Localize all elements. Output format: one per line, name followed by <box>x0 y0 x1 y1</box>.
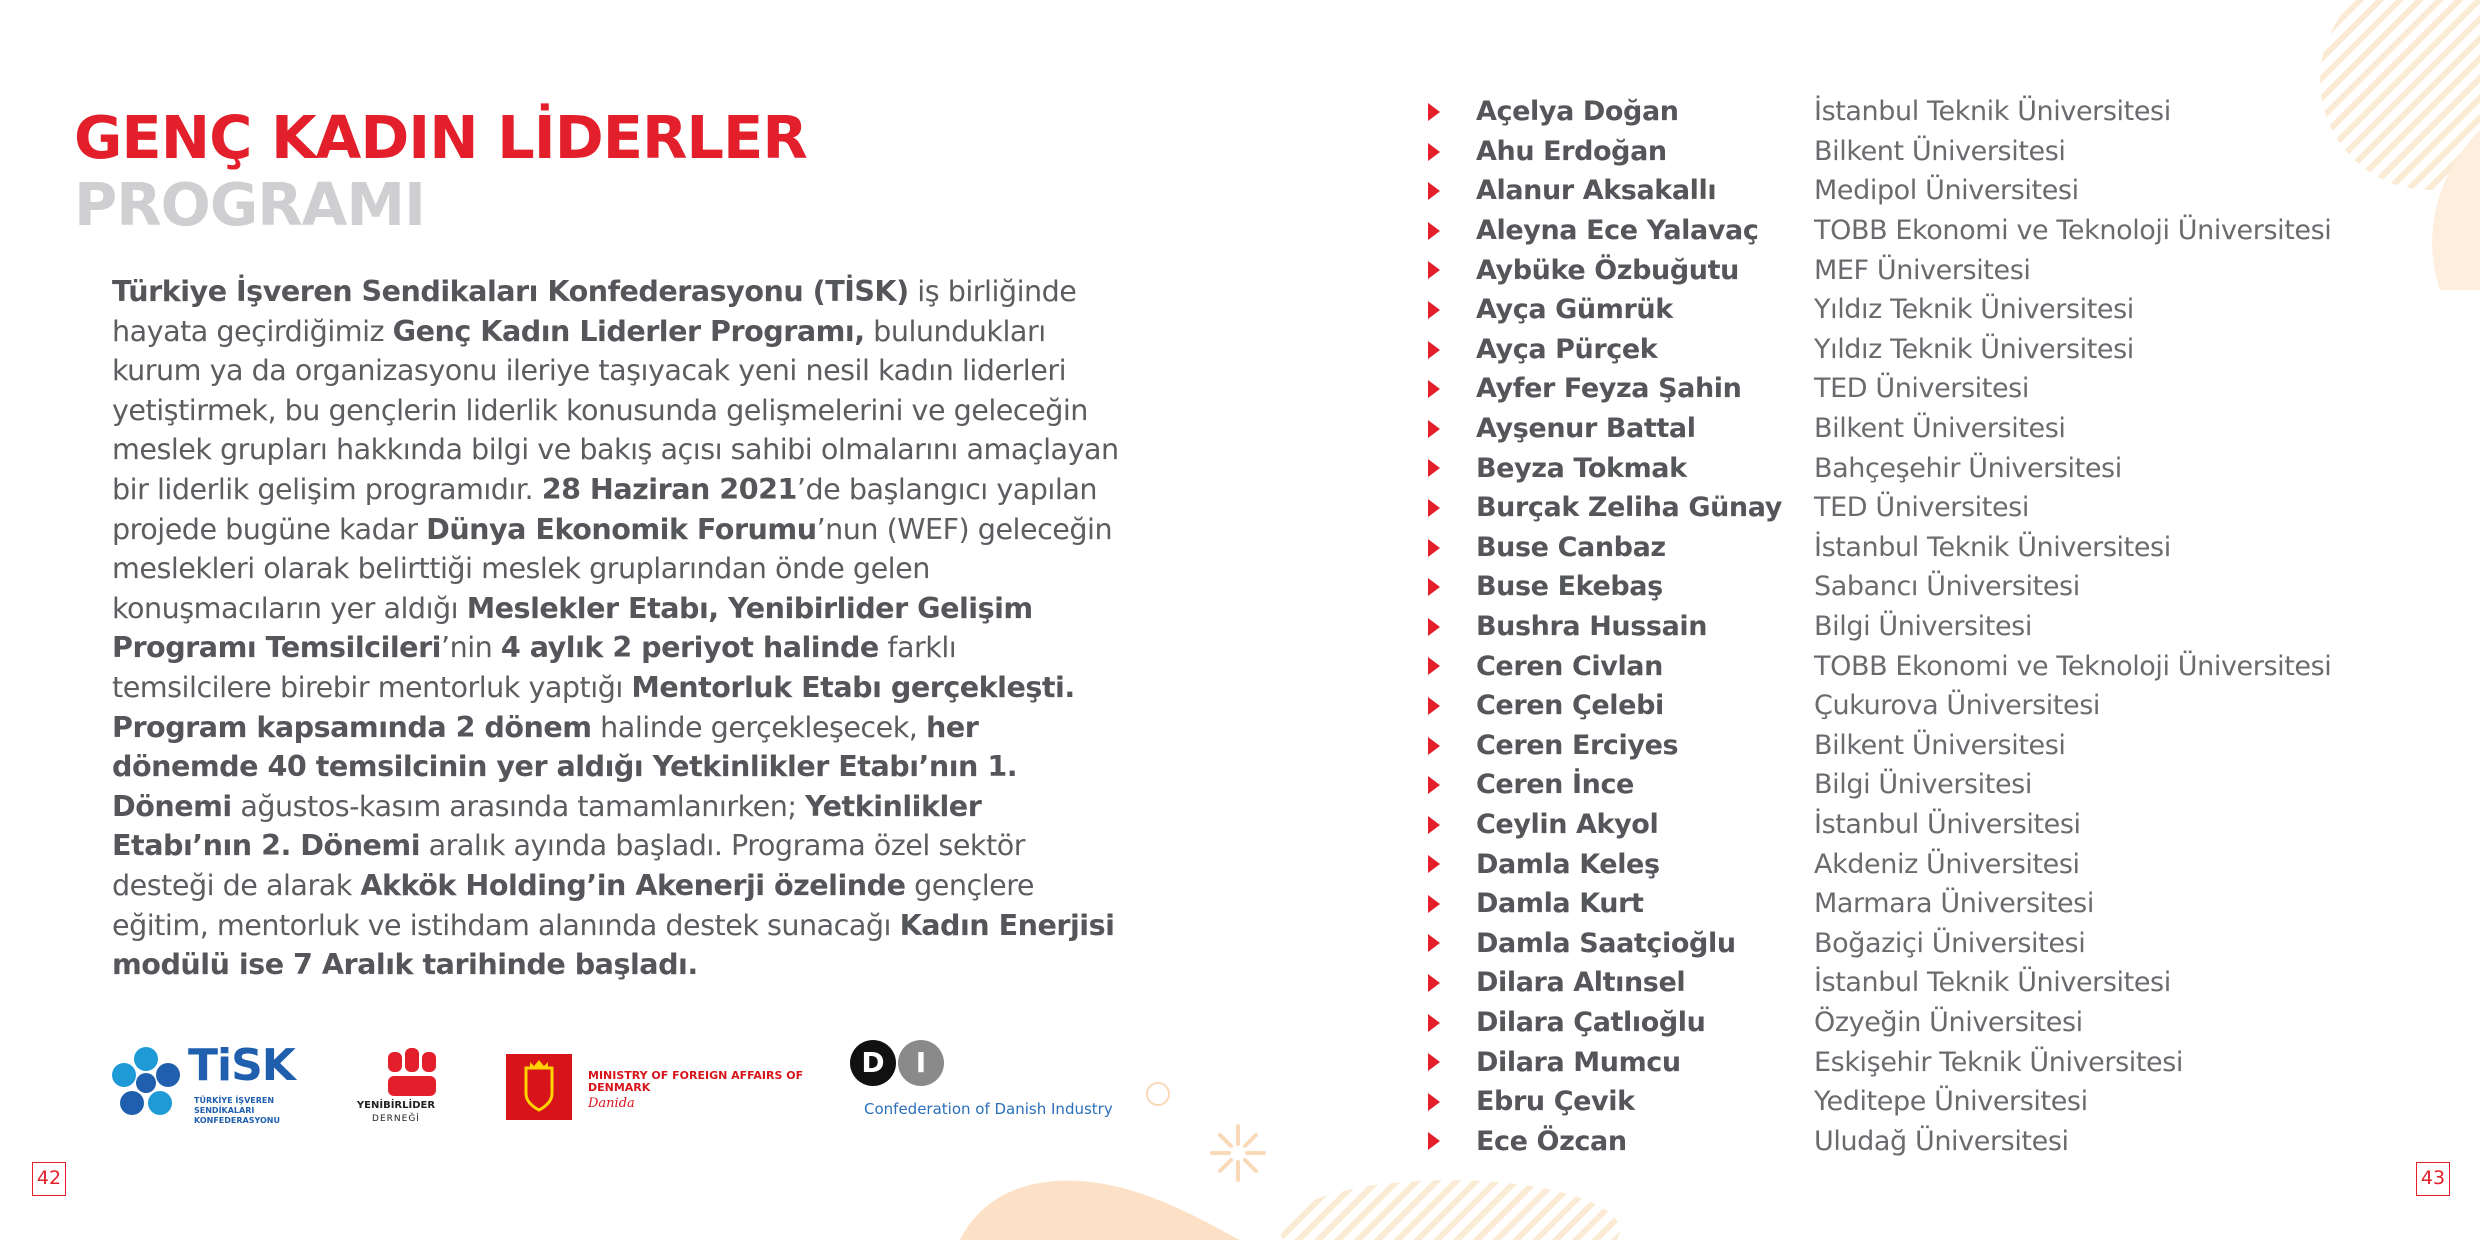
list-item <box>1426 884 2326 924</box>
participant-name: Buse Canbaz <box>1476 531 1666 563</box>
participant-university: Medipol Üniversitesi <box>1814 175 2079 207</box>
intro-bold-text: Türkiye İşveren Sendikaları Konfederasyonu (TİSK) <box>112 274 909 308</box>
caret-right-icon <box>1428 420 1440 438</box>
caret-right-icon <box>1428 1132 1440 1150</box>
participants-list <box>1426 92 2332 1161</box>
page-number-left: 42 <box>32 1162 66 1196</box>
participant-name: Ceren Erciyes <box>1476 729 1679 761</box>
intro-text: ’nin <box>440 630 501 665</box>
participant-university: Marmara Üniversitesi <box>1814 888 2094 920</box>
intro-text: aralık ayında başladı. Programa özel sektör desteği de alarak <box>112 828 1025 902</box>
caret-right-icon <box>1428 539 1440 557</box>
participant-name: Dilara Mumcu <box>1476 1046 1681 1078</box>
caret-right-icon <box>1428 499 1440 517</box>
participant-name: Ceren İnce <box>1476 769 1634 801</box>
participant-name: Bushra Hussain <box>1476 611 1708 643</box>
list-item <box>1426 330 2326 370</box>
list-item <box>1426 528 2326 568</box>
list-item <box>1426 923 2326 963</box>
list-item <box>1426 250 2326 290</box>
participant-university: TOBB Ekonomi ve Teknoloji Üniversitesi <box>1814 215 2332 247</box>
caret-right-icon <box>1428 578 1440 596</box>
participant-name: Ayfer Feyza Şahin <box>1476 373 1742 405</box>
participant-university: Özyeğin Üniversitesi <box>1814 1006 2083 1038</box>
intro-bold-text: Kadın Enerjisi modülü ise 7 Aralık tarihinde başladı. <box>112 907 1115 982</box>
intro-bold-text: Meslekler Etabı, Yenibirlider Gelişim Programı Temsilcileri <box>112 590 1033 665</box>
participant-name: Açelya Doğan <box>1476 96 1679 128</box>
caret-right-icon <box>1428 1053 1440 1071</box>
yenibirlider-name: YENİBİRLİDER <box>356 1100 436 1111</box>
danida-text: Danida <box>588 1096 635 1111</box>
list-item <box>1426 132 2326 172</box>
participant-name: Ayça Pürçek <box>1476 333 1658 365</box>
caret-right-icon <box>1428 934 1440 952</box>
participant-university: İstanbul Teknik Üniversitesi <box>1814 531 2171 563</box>
intro-bold-text: Mentorluk Etabı gerçekleşti. Program kapsamında 2 dönem <box>112 669 1075 744</box>
list-item <box>1426 92 2326 132</box>
intro-text: ’de başlangıcı yapılan projede bugüne kadar <box>112 471 1097 546</box>
di-logo-i: I <box>898 1040 944 1086</box>
intro-text: farklı temsilcilere birebir mentorluk yaptığı <box>112 630 957 704</box>
participant-name: Alanur Aksakallı <box>1476 175 1717 207</box>
intro-bold-text: 4 aylık 2 periyot halinde <box>500 630 879 665</box>
list-item <box>1426 686 2326 726</box>
caret-right-icon <box>1428 459 1440 477</box>
intro-text: ağustos-kasım arasında tamamlanırken; <box>231 788 806 823</box>
list-item <box>1426 607 2326 647</box>
caret-right-icon <box>1428 776 1440 794</box>
list-item <box>1426 211 2332 251</box>
intro-text: ’nun (WEF) geleceğin meslekleri olarak belirttiği meslek gruplarından önde gelen konuşmacıların yer aldığı <box>112 511 1113 625</box>
intro-text: bulundukları kurum ya da organizasyonu ileriye taşıyacak yeni nesil kadın liderleri yetiştirmek, bu gençlerin liderlik konusunda gelişmelerini ve geleceğin meslek grupları hakkında bilgi ve bakış açısı sahibi olmalarını amaçlayan bir liderlik gelişim programıdır. <box>112 313 1119 506</box>
participant-name: Damla Kurt <box>1476 888 1644 920</box>
participant-name: Buse Ekebaş <box>1476 571 1663 603</box>
intro-text: iş birliğinde hayata geçirdiğimiz <box>112 274 1077 348</box>
participant-university: İstanbul Teknik Üniversitesi <box>1814 96 2171 128</box>
participant-university: TED Üniversitesi <box>1814 492 2029 524</box>
participant-university: Bahçeşehir Üniversitesi <box>1814 452 2122 484</box>
caret-right-icon <box>1428 974 1440 992</box>
page-number-right: 43 <box>2416 1162 2450 1196</box>
page-title <box>74 104 807 238</box>
intro-bold-text: Yetkinlikler Etabı’nın 2. Dönemi <box>112 788 982 863</box>
list-item <box>1426 1082 2326 1122</box>
list-item <box>1426 844 2326 884</box>
participant-name: Aybüke Özbuğutu <box>1476 254 1739 286</box>
participant-university: Çukurova Üniversitesi <box>1814 690 2101 722</box>
caret-right-icon <box>1428 618 1440 636</box>
participant-university: Boğaziçi Üniversitesi <box>1814 927 2086 959</box>
participant-university: Bilkent Üniversitesi <box>1814 135 2066 167</box>
tisk-logo-subtitle: TÜRKİYE İŞVEREN SENDİKALARI KONFEDERASYONU <box>194 1096 280 1125</box>
caret-right-icon <box>1428 737 1440 755</box>
tisk-logo-icon <box>108 1045 184 1121</box>
participant-university: TED Üniversitesi <box>1814 373 2029 405</box>
participant-name: Ahu Erdoğan <box>1476 135 1667 167</box>
participant-university: Bilkent Üniversitesi <box>1814 729 2066 761</box>
list-item <box>1426 1003 2326 1043</box>
participant-university: Yıldız Teknik Üniversitesi <box>1814 333 2134 365</box>
caret-right-icon <box>1428 816 1440 834</box>
list-item <box>1426 1042 2326 1082</box>
participant-university: İstanbul Teknik Üniversitesi <box>1814 967 2171 999</box>
title-line-2: PROGRAMI <box>74 170 426 239</box>
participant-name: Ayşenur Battal <box>1476 413 1696 445</box>
list-item <box>1426 290 2326 330</box>
tisk-logo-word: TiSK <box>188 1040 295 1091</box>
intro-bold-text: her dönemde 40 temsilcinin yer aldığı Yetkinlikler Etabı’nın 1. Dönemi <box>112 709 1018 823</box>
intro-paragraph <box>112 272 1122 985</box>
intro-bold-text: Dünya Ekonomik Forumu <box>426 511 817 546</box>
caret-right-icon <box>1428 1014 1440 1032</box>
participant-name: Ece Özcan <box>1476 1125 1627 1157</box>
participant-name: Ceylin Akyol <box>1476 808 1659 840</box>
caret-right-icon <box>1428 895 1440 913</box>
participant-university: Bilgi Üniversitesi <box>1814 611 2032 643</box>
caret-right-icon <box>1428 103 1440 121</box>
mfa-denmark-text: MINISTRY OF FOREIGN AFFAIRS OF DENMARK <box>588 1069 804 1094</box>
participant-name: Dilara Çatlıoğlu <box>1476 1006 1706 1038</box>
caret-right-icon <box>1428 143 1440 161</box>
list-item <box>1426 409 2326 449</box>
caret-right-icon <box>1428 261 1440 279</box>
participant-university: Uludağ Üniversitesi <box>1814 1125 2069 1157</box>
participant-name: Ceren Civlan <box>1476 650 1663 682</box>
participant-name: Damla Keleş <box>1476 848 1660 880</box>
caret-right-icon <box>1428 855 1440 873</box>
list-item <box>1426 765 2326 805</box>
caret-right-icon <box>1428 182 1440 200</box>
list-item <box>1426 567 2326 607</box>
list-item <box>1426 171 2326 211</box>
caret-right-icon <box>1428 380 1440 398</box>
participant-university: Akdeniz Üniversitesi <box>1814 848 2080 880</box>
participant-university: İstanbul Üniversitesi <box>1814 808 2081 840</box>
title-line-1: GENÇ KADIN LİDERLER <box>74 103 807 172</box>
list-item <box>1426 805 2326 845</box>
caret-right-icon <box>1428 301 1440 319</box>
intro-text: gençlere eğitim, mentorluk ve istihdam alanında destek sunacağı <box>112 867 1034 942</box>
participant-name: Burçak Zeliha Günay <box>1476 492 1782 524</box>
yenibirlider-subtitle: DERNEĞİ <box>372 1114 420 1124</box>
denmark-crest-icon <box>506 1054 572 1120</box>
participant-university: MEF Üniversitesi <box>1814 254 2031 286</box>
participant-university: Yıldız Teknik Üniversitesi <box>1814 294 2134 326</box>
participant-name: Dilara Altınsel <box>1476 967 1686 999</box>
participant-university: TOBB Ekonomi ve Teknoloji Üniversitesi <box>1814 650 2332 682</box>
list-item <box>1426 369 2326 409</box>
intro-text: halinde gerçekleşecek, <box>591 709 926 744</box>
participant-university: Sabancı Üniversitesi <box>1814 571 2080 603</box>
list-item <box>1426 448 2326 488</box>
caret-right-icon <box>1428 341 1440 359</box>
participant-name: Ceren Çelebi <box>1476 690 1664 722</box>
participant-university: Yeditepe Üniversitesi <box>1814 1086 2088 1118</box>
participant-university: Eskişehir Teknik Üniversitesi <box>1814 1046 2184 1078</box>
caret-right-icon <box>1428 222 1440 240</box>
participant-name: Damla Saatçioğlu <box>1476 927 1736 959</box>
list-item <box>1426 1121 2326 1161</box>
list-item <box>1426 488 2326 528</box>
participant-university: Bilkent Üniversitesi <box>1814 413 2066 445</box>
participant-university: Bilgi Üniversitesi <box>1814 769 2032 801</box>
yenibirlider-logo-icon <box>362 1048 462 1098</box>
participant-name: Beyza Tokmak <box>1476 452 1687 484</box>
participant-name: Aleyna Ece Yalavaç <box>1476 215 1759 247</box>
list-item <box>1426 726 2326 766</box>
di-logo-text: Confederation of Danish Industry <box>864 1100 1113 1118</box>
list-item <box>1426 963 2326 1003</box>
partner-logos <box>108 1040 1118 1130</box>
list-item <box>1426 646 2332 686</box>
participant-name: Ebru Çevik <box>1476 1086 1635 1118</box>
participant-name: Ayça Gümrük <box>1476 294 1673 326</box>
caret-right-icon <box>1428 1093 1440 1111</box>
caret-right-icon <box>1428 657 1440 675</box>
di-logo-d: D <box>850 1040 896 1086</box>
intro-bold-text: 28 Haziran 2021 <box>541 471 797 506</box>
intro-bold-text: Akkök Holding’in Akenerji özelinde <box>360 867 906 902</box>
intro-bold-text: Genç Kadın Liderler Programı, <box>392 313 865 348</box>
caret-right-icon <box>1428 697 1440 715</box>
